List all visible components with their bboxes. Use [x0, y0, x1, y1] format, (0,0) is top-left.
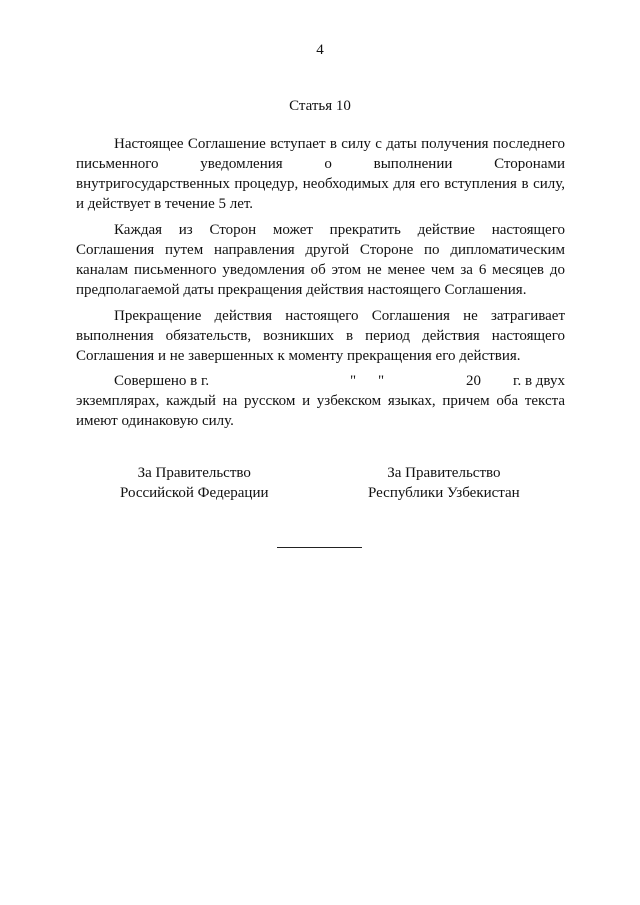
signature-russia: [120, 463, 269, 503]
paragraph-termination: Каждая из Сторон может прекратить действие настоящего Соглашения путем направления другой Стороне по дипломатическим каналам письменного уведомления об этом не менее чем за 6 месяцев до предполагаемой даты прекращения действия настоящего Соглашения.: [76, 222, 565, 298]
date-quote-close: ": [378, 373, 385, 389]
signature-russia-line1: За Правительство: [137, 465, 251, 481]
copies-text: г. в двух: [513, 373, 565, 389]
article-title: Статья 10: [289, 98, 351, 114]
signature-uzbekistan: [368, 463, 520, 503]
article-body: [76, 134, 565, 372]
paragraph-obligations: Прекращение действия настоящего Соглашения не затрагивает выполнения обязательств, возникших в период действия настоящего Соглашения и не завершенных к моменту прекращения его действия.: [76, 308, 565, 364]
signature-uzbekistan-line2: Республики Узбекистан: [368, 485, 520, 501]
year-prefix: 20: [466, 373, 481, 389]
signature-russia-line2: Российской Федерации: [120, 485, 269, 501]
done-place-prefix: Совершено в г.: [114, 373, 210, 389]
paragraph-entry-into-force: Настоящее Соглашение вступает в силу с даты получения последнего письменного уведомления о выполнении Сторонами внутригосударственных процедур, необходимых для его вступления в силу, и действует в течение 5 лет.: [76, 136, 565, 212]
date-quote-open: ": [350, 373, 357, 389]
signature-uzbekistan-line1: За Правительство: [387, 465, 501, 481]
done-clause-first-line: [76, 371, 565, 391]
end-divider: [277, 547, 362, 548]
page-number: 4: [316, 42, 324, 58]
done-clause: [76, 371, 565, 431]
done-clause-continuation: экземплярах, каждый на русском и узбекском языках, причем оба текста имеют одинаковую силу.: [76, 393, 565, 429]
